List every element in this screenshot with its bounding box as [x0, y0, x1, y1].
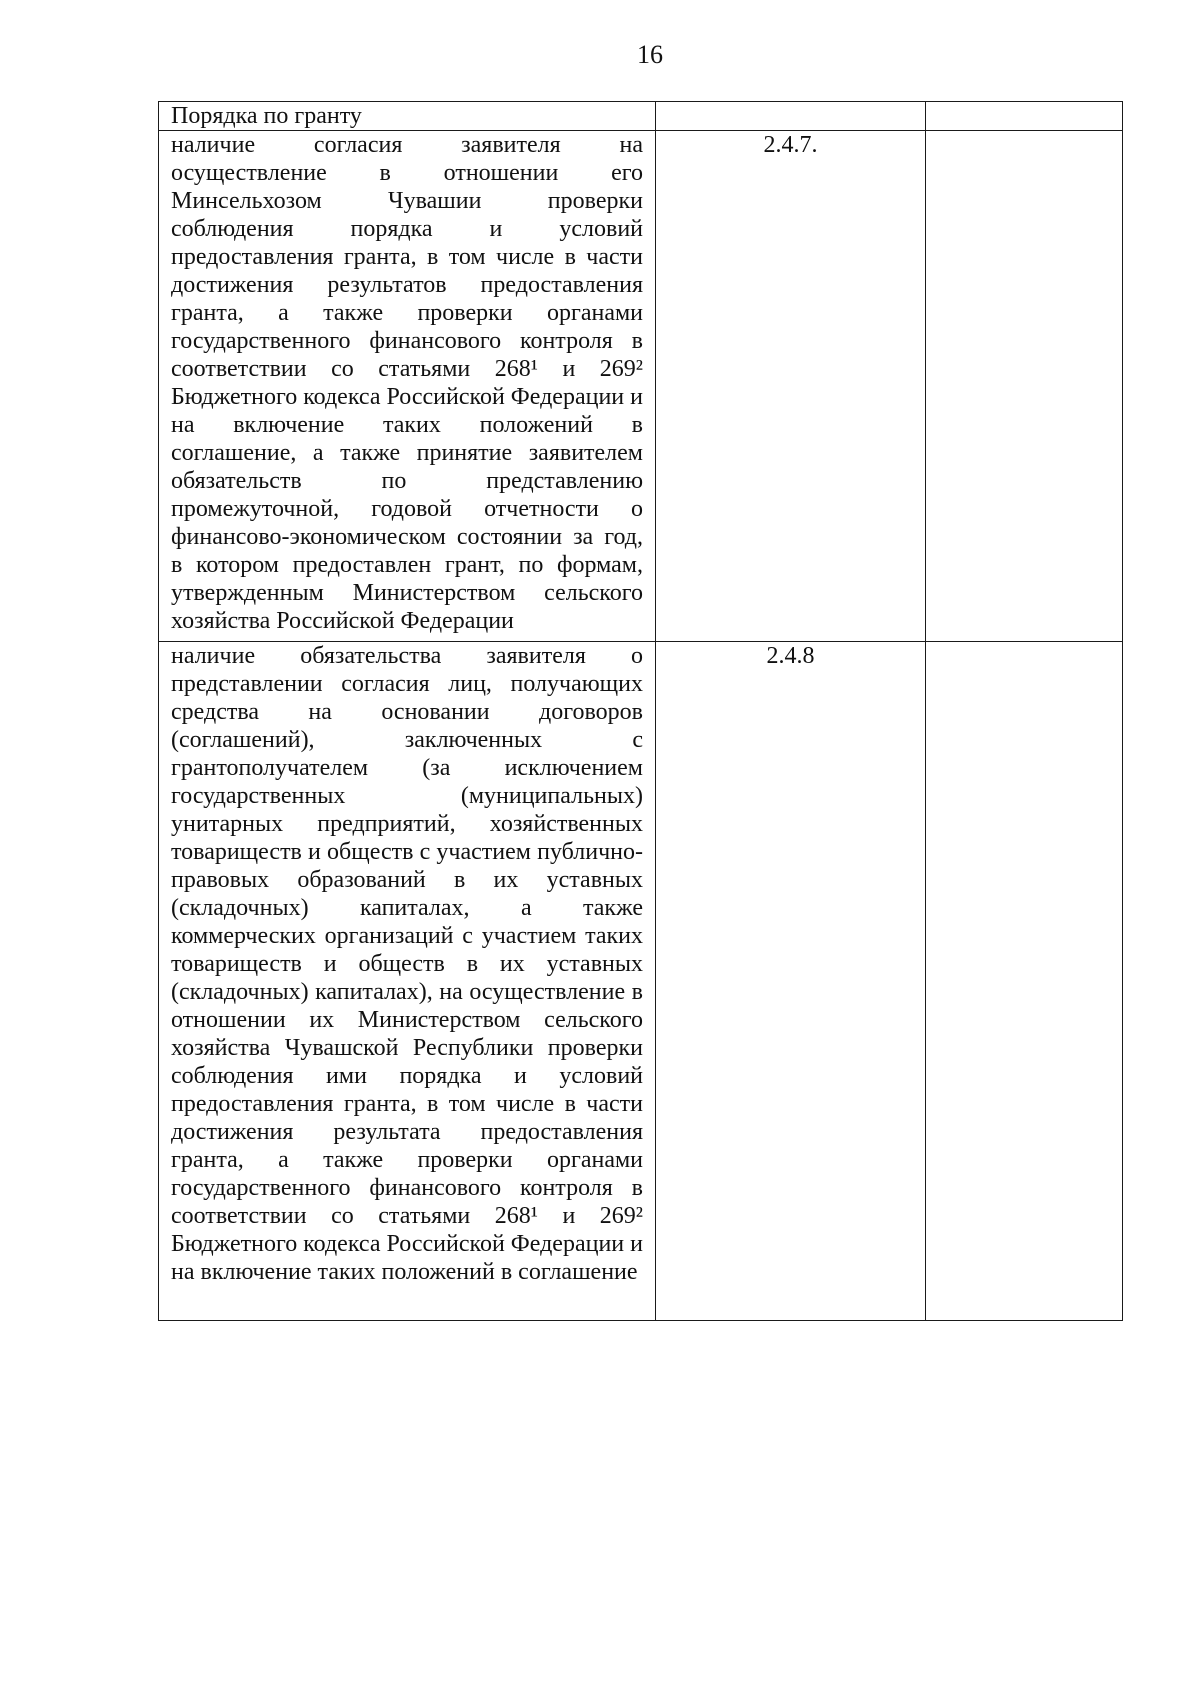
clause-reference: 2.4.7.	[656, 131, 926, 642]
note-cell	[926, 131, 1123, 642]
table-row	[159, 102, 1123, 131]
requirement-text: Порядка по гранту	[159, 102, 656, 131]
note-cell	[926, 642, 1123, 1321]
table-row	[159, 131, 1123, 642]
requirement-text: наличие согласия заявителя на осуществление в отношении его Минсельхозом Чувашии проверки соблюдения порядка и условий предоставления гранта, в том числе в части достижения результатов предоставления гранта, а также проверки органами государственного финансового контроля в соответствии со статьями 268¹ и 269² Бюджетного кодекса Российской Федерации и на включение таких положений в соглашение, а также принятие заявителем обязательств по представлению промежуточной, годовой отчетности о финансово-экономическом состоянии за год, в котором предоставлен грант, по формам, утвержденным Министерством сельского хозяйства Российской Федерации	[159, 131, 656, 642]
clause-reference	[656, 102, 926, 131]
note-cell	[926, 102, 1123, 131]
requirements-table	[158, 101, 1123, 1321]
table-row	[159, 642, 1123, 1321]
clause-reference: 2.4.8	[656, 642, 926, 1321]
requirement-text: наличие обязательства заявителя о представлении согласия лиц, получающих средства на основании договоров (соглашений), заключенных с грантополучателем (за исключением государственных (муниципальных) унитарных предприятий, хозяйственных товариществ и обществ с участием публично-правовых образований в их уставных (складочных) капиталах, а также коммерческих организаций с участием таких товариществ и обществ в их уставных (складочных) капиталах), на осуществление в отношении их Министерством сельского хозяйства Чувашской Республики проверки соблюдения ими порядка и условий предоставления гранта, в том числе в части достижения результата предоставления гранта, а также проверки органами государственного финансового контроля в соответствии со статьями 268¹ и 269² Бюджетного кодекса Российской Федерации и на включение таких положений в соглашение	[159, 642, 656, 1321]
page-number: 16	[637, 40, 663, 69]
